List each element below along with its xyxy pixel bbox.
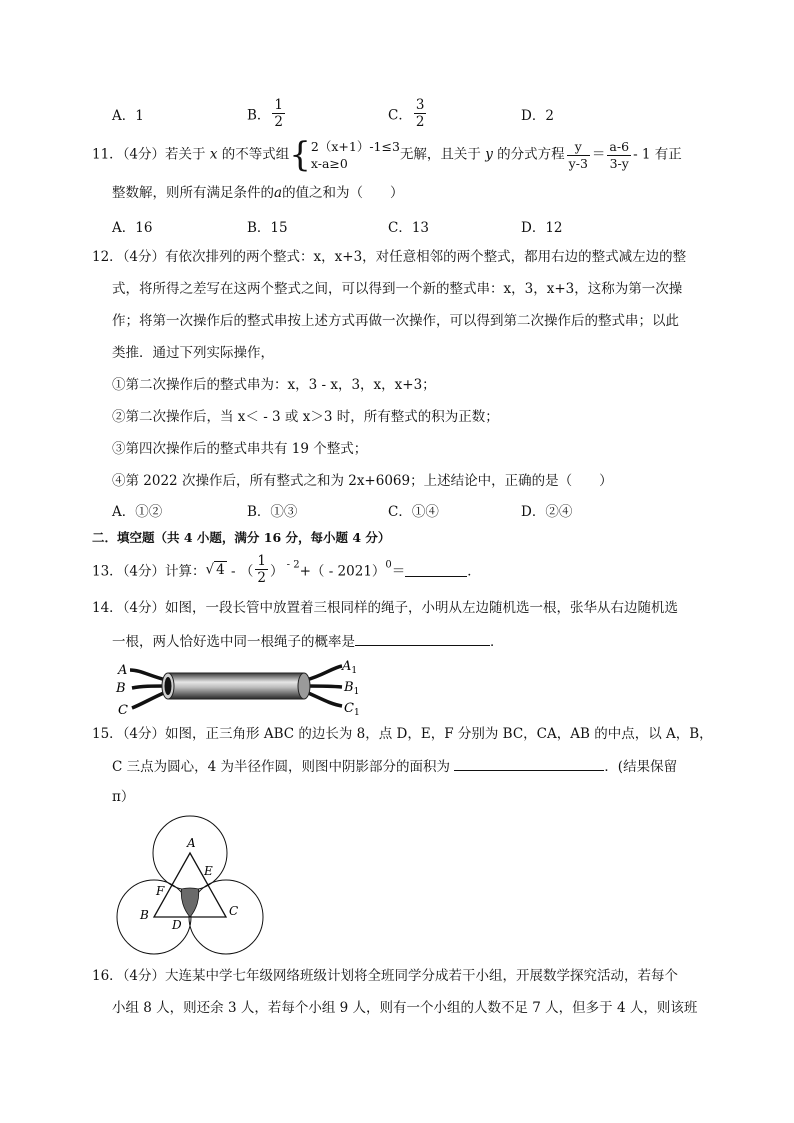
label-a: A <box>118 663 128 678</box>
triangle-circles-figure <box>110 815 270 957</box>
point-d-label: D <box>172 918 182 932</box>
q14-line1: 14．（4分）如图，一段长管中放置着三根同样的绳子，小明从左边随机选一根，张华从右边随机选 <box>92 600 679 616</box>
q13-answer-blank[interactable] <box>405 562 467 577</box>
q11-line2: 整数解，则所有满足条件的a的值之和为（ ） <box>112 185 404 201</box>
rope-right-b1 <box>306 686 342 687</box>
q15-line2: C 三点为圆心，4 为半径作圆，则图中阴影部分的面积为 ．(结果保留 <box>112 756 677 777</box>
label-c1: $C_1$ <box>344 701 360 718</box>
point-c-label: C <box>229 904 239 918</box>
q13-line: 13．（4分）计算：√ 4 - （ $\frac{1}{2}$ ） $^{- 2}$+（ - 2021）$^0$＝ ． <box>92 553 481 586</box>
label-a1: $A_1$ <box>342 659 358 676</box>
q12-statement-4: ④第 2022 次操作后，所有整式之和为 2x+6069；上述结论中，正确的是（ ） <box>112 473 613 489</box>
q14-line2: 一根，两人恰好选中同一根绳子的概率是 ． <box>112 631 504 652</box>
label-b: B <box>116 681 126 696</box>
q10-option-c: C． $\frac{3}{2}$ <box>388 97 425 130</box>
q11-inequality-system: 2（x+1）-1≤3 x-a≥0 <box>310 139 400 171</box>
point-f-label: F <box>156 884 165 898</box>
q12-statement-1: ①第二次操作后的整式串为：x，3 - x，3，x，x+3； <box>112 377 436 393</box>
label-b1: $B_1$ <box>344 680 360 697</box>
q16-line1: 16．（4分）大连某中学七年级网络班级计划将全班同学分成若干小组，开展数学探究活动，若每个 <box>92 968 679 984</box>
rope-right-a1 <box>306 666 342 680</box>
point-b-label: B <box>140 908 149 922</box>
q11-line1: 11．（4分）若关于 x 的不等式组{ 2（x+1）-1≤3 x-a≥0 无解，且关于 y 的分式方程 $\frac{y}{y-3}$ ＝ $\frac{a-6}{3-y}$ - 1 有正 <box>92 135 682 175</box>
q11-option-c: C．13 <box>388 220 430 236</box>
q15-answer-blank[interactable] <box>454 756 604 771</box>
label-c: C <box>118 703 128 718</box>
q12-statement-2: ②第二次操作后，当 x＜ - 3 或 x＞3 时，所有整式的积为正数； <box>112 409 499 425</box>
q11-option-b: B．15 <box>247 220 288 236</box>
point-a-label: A <box>187 836 196 850</box>
rope-left-a <box>130 670 166 680</box>
q15-line3: π） <box>112 789 135 805</box>
q10-option-b: B． $\frac{1}{2}$ <box>247 97 284 130</box>
q15-line1: 15．（4分）如图，正三角形 ABC 的边长为 8，点 D，E，F 分别为 BC，CA，AB 的中点，以 A，B， <box>92 726 713 742</box>
pipe-ropes-figure <box>110 656 366 718</box>
rope-left-b <box>132 686 166 688</box>
q12-line2: 式，将所得之差写在这两个整式之间，可以得到一个新的整式串：x，3，x+3，这称为第一次操 <box>112 281 683 297</box>
q12-option-a: A．①② <box>112 504 163 520</box>
q11-option-a: A．16 <box>112 220 153 236</box>
q12-line4: 类推．通过下列实际操作， <box>112 345 274 361</box>
rope-right-c1 <box>306 692 342 706</box>
q12-line1: 12．（4分）有依次排列的两个整式：x，x+3，对任意相邻的两个整式，都用右边的整式减左边的整 <box>92 249 687 265</box>
q16-line2: 小组 8 人，则还余 3 人，若每个小组 9 人，则有一个小组的人数不足 7 人，但多于 4 人，则该班 <box>112 1000 698 1016</box>
section-2-title: 二．填空题（共 4 小题，满分 16 分，每小题 4 分） <box>92 530 391 545</box>
q12-line3: 作；将第一次操作后的整式串按上述方式再做一次操作，可以得到第二次操作后的整式串；以此 <box>112 313 679 329</box>
q12-option-d: D．②④ <box>521 504 573 520</box>
rope-left-c <box>132 692 166 708</box>
pipe <box>168 673 304 699</box>
q12-option-c: C．①④ <box>388 504 439 520</box>
q11-option-d: D．12 <box>521 220 563 236</box>
q12-option-b: B．①③ <box>247 504 298 520</box>
point-e-label: E <box>204 864 213 878</box>
q10-option-d: D．2 <box>521 108 554 124</box>
shaded-region <box>181 888 198 917</box>
q14-answer-blank[interactable] <box>355 631 490 646</box>
sqrt-symbol: √ <box>205 561 215 578</box>
q12-statement-3: ③第四次操作后的整式串共有 19 个整式； <box>112 441 368 457</box>
q10-option-a: A．1 <box>112 108 144 124</box>
